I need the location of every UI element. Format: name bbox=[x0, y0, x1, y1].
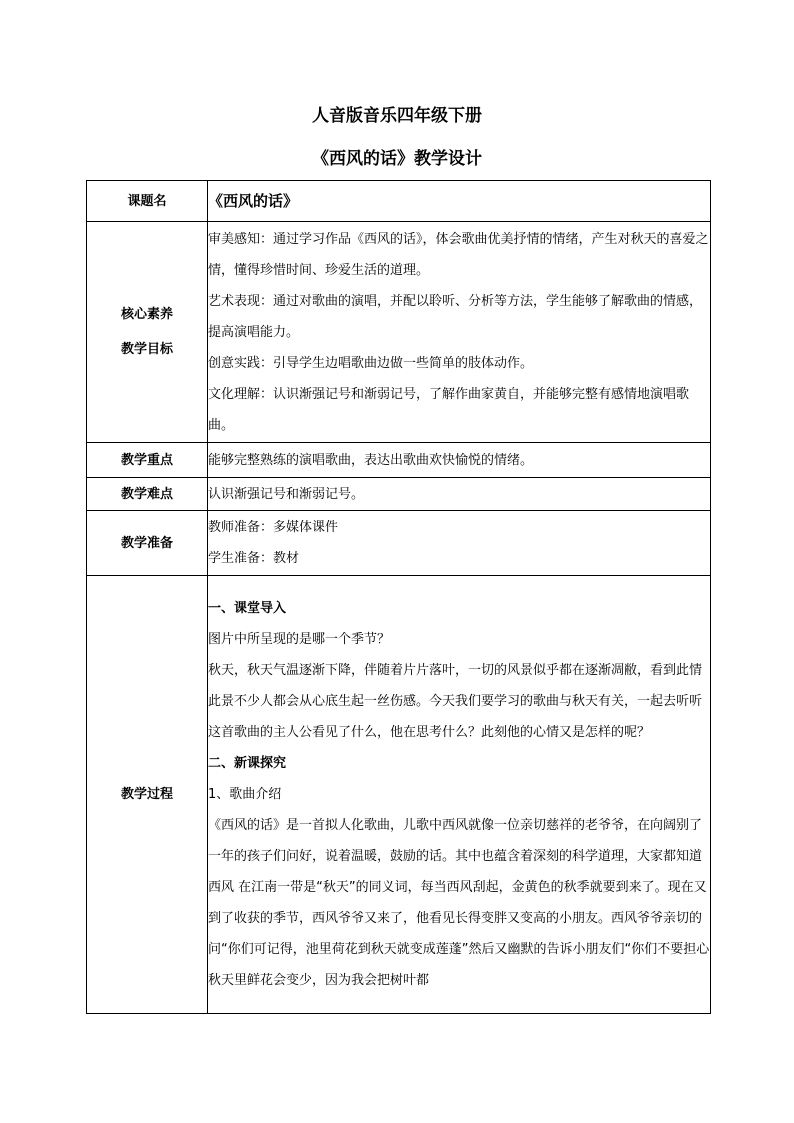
topic-value: 《西风的话》 bbox=[208, 181, 711, 222]
section2-heading: 二、新课探究 bbox=[208, 756, 287, 771]
row-key bbox=[87, 443, 711, 478]
row-topic bbox=[87, 181, 711, 222]
difficulty-value: 认识渐强记号和渐弱记号。 bbox=[208, 478, 711, 511]
goal-creative: 创意实践：引导学生边唱歌曲边做一些简单的肢体动作。 bbox=[208, 355, 534, 371]
prep-content bbox=[208, 511, 711, 576]
row-prep bbox=[87, 511, 711, 576]
row-difficulty bbox=[87, 478, 711, 511]
goals-label-line2: 教学目标 bbox=[120, 342, 173, 357]
prep-student: 学生准备：教材 bbox=[208, 551, 300, 566]
lesson-plan-table bbox=[86, 180, 711, 1014]
process-content bbox=[208, 576, 711, 1014]
section1-heading: 一、课堂导入 bbox=[208, 601, 287, 616]
sub1-heading: 1、歌曲介绍 bbox=[208, 787, 282, 802]
goals-label bbox=[87, 222, 208, 443]
goal-artistic: 艺术表现：通过对歌曲的演唱，并配以聆听、分析等方法，学生能够了解歌曲的情感，提高演唱能力。 bbox=[208, 293, 703, 340]
goal-aesthetic: 审美感知：通过学习作品《西风的话》，体会歌曲优美抒情的情绪，产生对秋天的喜爱之情，懂得珍惜时间、珍爱生活的道理。 bbox=[208, 231, 709, 278]
key-label: 教学重点 bbox=[87, 443, 208, 478]
key-value: 能够完整熟练的演唱歌曲，表达出歌曲欢快愉悦的情绪。 bbox=[208, 443, 711, 478]
prep-label: 教学准备 bbox=[87, 511, 208, 576]
goals-content bbox=[208, 222, 711, 443]
goals-label-line1: 核心素养 bbox=[120, 307, 173, 322]
section1-question: 图片中所呈现的是哪一个季节？ bbox=[208, 632, 391, 647]
process-label: 教学过程 bbox=[87, 576, 208, 1014]
topic-label: 课题名 bbox=[87, 181, 208, 222]
goal-cultural: 文化理解：认识渐强记号和渐弱记号，了解作曲家黄自，并能够完整有感情地演唱歌曲。 bbox=[208, 386, 690, 433]
difficulty-label: 教学难点 bbox=[87, 478, 208, 511]
sub1-text: 《西风的话》是一首拟人化歌曲，儿歌中西风就像一位亲切慈祥的老爷爷，在向阔别了一年的孩子们问好，说着温暖，鼓励的话。其中也蕴含着深刻的科学道理，大家都知道西风 在江南一带是“秋天”的同义词，每当西风刮起，金黄色的秋季就要到来了。现在又到了收获的季节，西风爷爷又来了，他看见长得变胖又变高的小朋友。西风爷爷亲切的问“你们可记得，池里荷花到秋天就变成莲蓬”然后又幽默的告诉小朋友们“你们不要担心秋天里鲜花会变少，因为我会把树叶都 bbox=[208, 818, 710, 988]
prep-teacher: 教师准备：多媒体课件 bbox=[208, 520, 339, 535]
document-subtitle: 《西风的话》教学设计 bbox=[312, 149, 482, 169]
section1-text: 秋天，秋天气温逐渐下降，伴随着片片落叶，一切的风景似乎都在逐渐凋敝，看到此情此景不少人都会从心底生起一丝伤感。今天我们要学习的歌曲与秋天有关，一起去听听这首歌曲的主人公看见了什么，他在思考什么？此刻他的心情又是怎样的呢？ bbox=[208, 663, 703, 740]
row-goals bbox=[87, 222, 711, 443]
document-title: 人音版音乐四年级下册 bbox=[312, 106, 482, 126]
row-process bbox=[87, 576, 711, 1014]
